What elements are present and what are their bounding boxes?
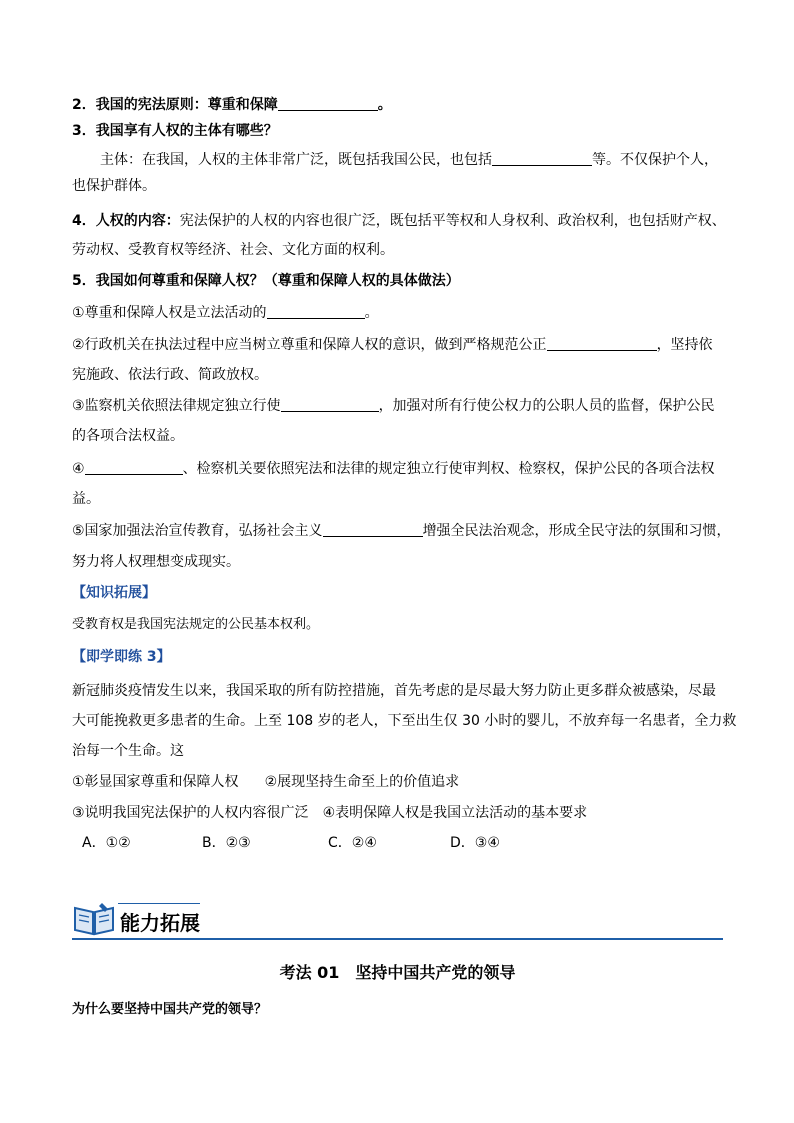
q4-line2: 劳动权、受教育权等经济、社会、文化方面的权利。: [72, 242, 394, 258]
option-d[interactable]: D．③④: [450, 835, 500, 851]
answer-blank: [85, 460, 183, 475]
answer-blank: [267, 304, 365, 319]
practice-item-1: ①彰显国家尊重和保障人权: [72, 774, 239, 790]
q2-text: 2．我国的宪法原则：尊重和保障: [72, 97, 278, 113]
p5-text: ⑤国家加强法治宣传教育，弘扬社会主义: [72, 523, 323, 539]
p3-line2: 的各项合法权益。: [72, 428, 184, 444]
q3-body-text-end: 等。不仅保护个人，: [592, 152, 718, 168]
q4-line1: [72, 212, 726, 230]
p1-line: [72, 304, 379, 322]
q2-end: 。: [377, 97, 392, 113]
practice-body-line3: 治每一个生命。这: [72, 743, 184, 759]
option-b[interactable]: B．②③: [202, 835, 251, 851]
practice-items-row1: [72, 773, 459, 791]
p4-text-end: 、检察机关要依照宪法和法律的规定独立行使审判权、检察权，保护公民的各项合法权: [182, 461, 715, 477]
practice-body-line2: 大可能挽救更多患者的生命。上至 108 岁的老人，下至出生仅 30 小时的婴儿，不放弃每一名患者，全力救: [72, 713, 737, 729]
practice-item-4: ④表明保障人权是我国立法活动的基本要求: [322, 805, 588, 821]
practice-heading: 【即学即练 3】: [72, 649, 171, 665]
answer-blank: [278, 96, 378, 111]
p3-line1: [72, 397, 715, 415]
practice-items-row2: [72, 804, 587, 822]
practice-item-3: ③说明我国宪法保护的人权内容很广泛: [72, 805, 309, 821]
knowledge-heading: 【知识拓展】: [72, 585, 156, 601]
q4-text: 宪法保护的人权的内容也很广泛，既包括平等权和人身权利、政治权利，也包括财产权、: [179, 213, 726, 229]
answer-blank: [492, 151, 592, 166]
q5-heading: 5．我国如何尊重和保障人权？（尊重和保障人权的具体做法）: [72, 273, 460, 289]
p1-text: ①尊重和保障人权是立法活动的: [72, 305, 267, 321]
p2-text: ②行政机关在执法过程中应当树立尊重和保障人权的意识，做到严格规范公正: [72, 337, 547, 353]
p5-text-end: 增强全民法治观念，形成全民守法的氛围和习惯，: [422, 523, 731, 539]
knowledge-text: 受教育权是我国宪法规定的公民基本权利。: [72, 617, 320, 632]
p2-line2: 宪施政、依法行政、简政放权。: [72, 367, 268, 383]
practice-item-2: ②展现坚持生命至上的价值追求: [264, 774, 460, 790]
q3-body-line2: 也保护群体。: [72, 178, 156, 194]
section-divider: [72, 938, 723, 940]
p3-text-end: ，加强对所有行使公权力的公职人员的监督，保护公民: [378, 398, 715, 414]
p4-text: ④: [72, 461, 85, 477]
answer-blank: [547, 336, 657, 351]
q3-heading: 3．我国享有人权的主体有哪些？: [72, 123, 278, 139]
p5-line2: 努力将人权理想变成现实。: [72, 554, 240, 570]
p2-line1: [72, 336, 713, 354]
p1-end: 。: [364, 305, 379, 321]
section-title: 能力拓展: [120, 911, 200, 935]
practice-body-line1: 新冠肺炎疫情发生以来，我国采取的所有防控措施，首先考虑的是尽最大努力防止更多群众被感染，尽最: [72, 683, 716, 699]
p5-line1: [72, 522, 731, 540]
option-a[interactable]: A．①②: [82, 835, 131, 851]
q3-body-line1: [100, 151, 718, 169]
option-c[interactable]: C．②④: [328, 835, 377, 851]
p4-line2: 益。: [72, 491, 100, 507]
q3-body-text: 主体：在我国，人权的主体非常广泛，既包括我国公民，也包括: [100, 152, 492, 168]
book-icon: [72, 900, 116, 938]
q2-line: [72, 96, 392, 114]
answer-blank: [323, 522, 423, 537]
q4-label: 4．人权的内容：: [72, 213, 180, 229]
p4-line1: [72, 460, 715, 478]
section-divider-short: [118, 903, 200, 904]
p3-text: ③监察机关依照法律规定独立行使: [72, 398, 281, 414]
kaofa-question: 为什么要坚持中国共产党的领导？: [72, 1002, 268, 1017]
kaofa-title: 考法 01 坚持中国共产党的领导: [279, 963, 516, 982]
p2-text-end: ，坚持依: [656, 337, 713, 353]
answer-blank: [281, 397, 379, 412]
